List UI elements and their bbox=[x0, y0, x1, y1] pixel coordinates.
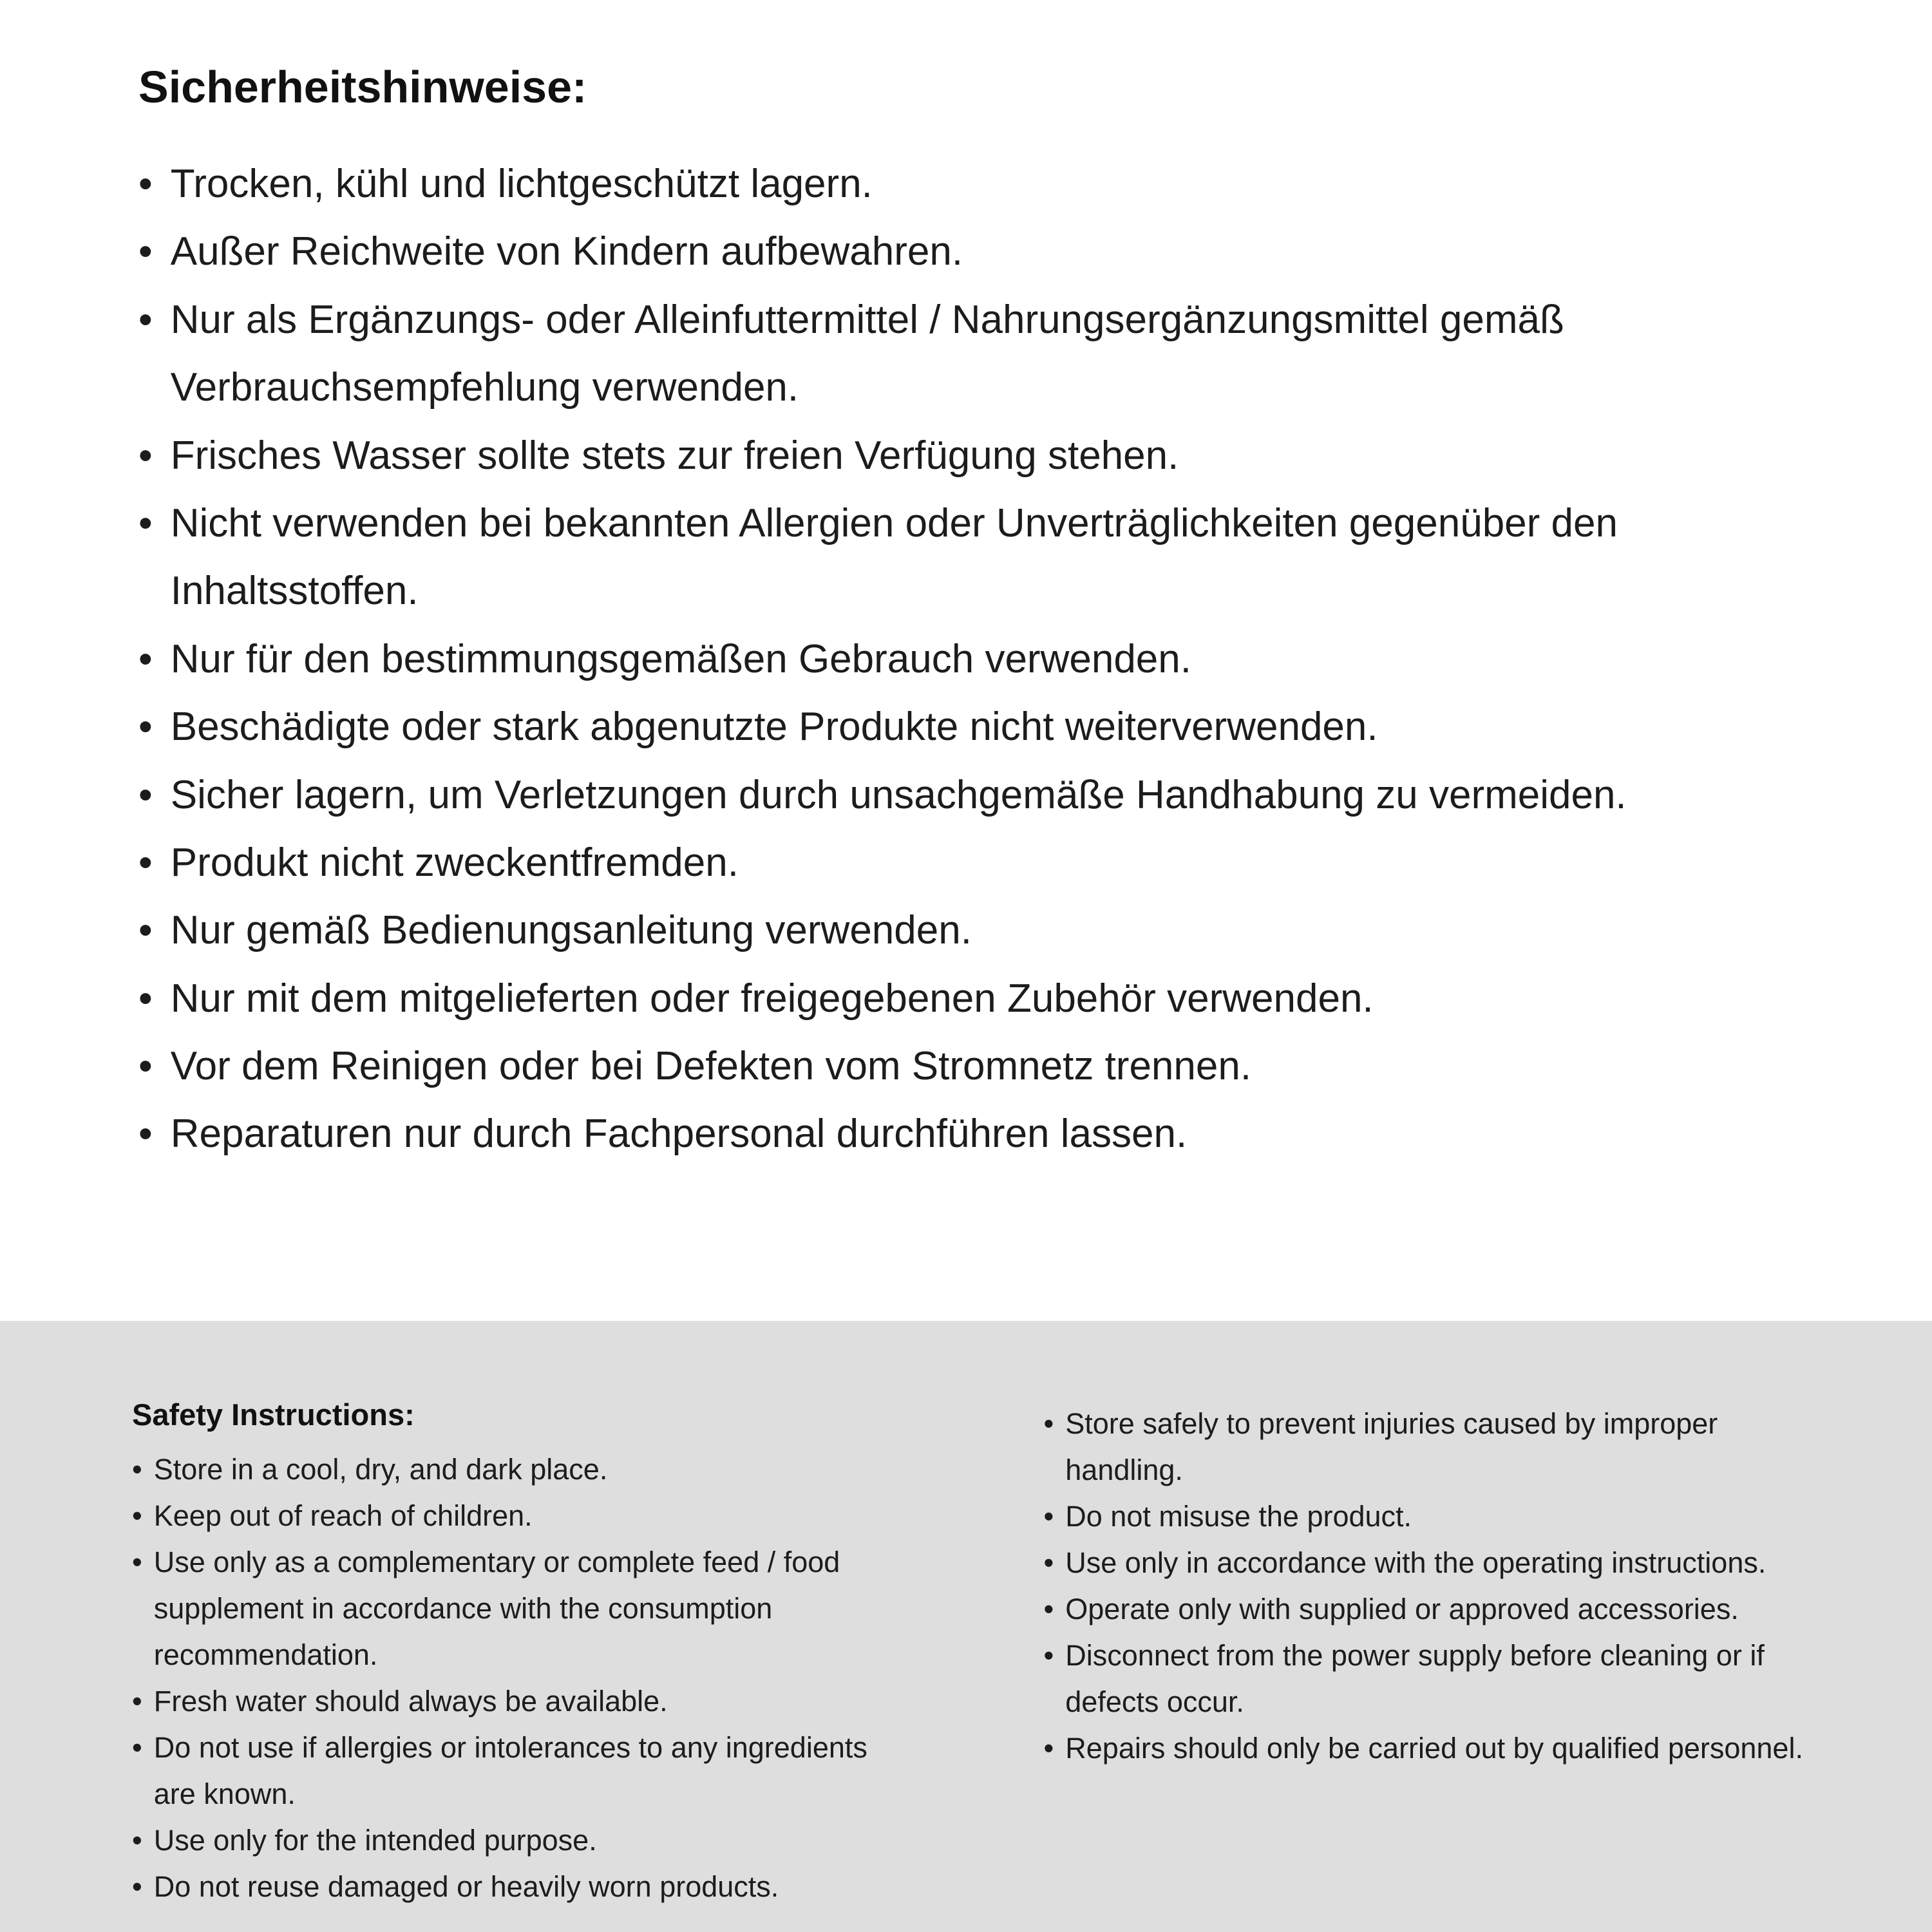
bullet-text: Store in a cool, dry, and dark place. bbox=[153, 1453, 608, 1486]
bullet-marker-icon: • bbox=[132, 1824, 142, 1857]
bullet-text: Store safely to prevent injuries caused by improper handling. bbox=[1065, 1407, 1718, 1486]
bullet-item bbox=[138, 761, 1829, 829]
bullet-marker-icon: • bbox=[132, 1731, 142, 1764]
bullet-text: Operate only with supplied or approved accessories. bbox=[1065, 1593, 1739, 1625]
bullet-marker-icon: • bbox=[132, 1870, 142, 1903]
bullet-item bbox=[138, 422, 1829, 489]
bullet-text: Außer Reichweite von Kindern aufbewahren. bbox=[170, 229, 963, 274]
bullet-text: Fresh water should always be available. bbox=[153, 1685, 668, 1718]
bullet-marker-icon: • bbox=[138, 500, 153, 545]
bullet-marker-icon: • bbox=[1043, 1732, 1054, 1765]
bullet-marker-icon: • bbox=[132, 1546, 142, 1578]
bullet-item bbox=[138, 150, 1829, 218]
bullet-item bbox=[138, 896, 1829, 964]
bullet-marker-icon: • bbox=[138, 1112, 153, 1157]
bullet-marker-icon: • bbox=[1043, 1500, 1054, 1533]
english-left-bullet-list bbox=[132, 1446, 931, 1910]
bullet-item bbox=[138, 965, 1829, 1032]
bullet-item bbox=[132, 1446, 931, 1493]
bullet-marker-icon: • bbox=[138, 705, 153, 750]
bullet-text: Nur mit dem mitgelieferten oder freigegebenen Zubehör verwenden. bbox=[170, 976, 1374, 1021]
english-right-bullet-list bbox=[1044, 1397, 1855, 1772]
bullet-marker-icon: • bbox=[132, 1453, 142, 1486]
bullet-item bbox=[138, 1100, 1829, 1168]
bullet-marker-icon: • bbox=[138, 1044, 153, 1089]
german-section-title: Sicherheitshinweise: bbox=[138, 62, 587, 112]
bullet-item bbox=[1044, 1586, 1855, 1633]
bullet-text: Trocken, kühl und lichtgeschützt lagern. bbox=[170, 162, 873, 206]
bullet-text: Do not misuse the product. bbox=[1065, 1500, 1412, 1533]
bullet-text: Nur als Ergänzungs- oder Alleinfuttermittel / Nahrungsergänzungsmittel gemäß Verbrauchsempfehlung verwenden. bbox=[170, 297, 1564, 410]
bullet-marker-icon: • bbox=[132, 1499, 142, 1532]
bullet-item bbox=[132, 1539, 931, 1678]
bullet-marker-icon: • bbox=[132, 1685, 142, 1718]
bullet-text: Use only in accordance with the operating instructions. bbox=[1065, 1546, 1766, 1579]
bullet-item bbox=[132, 1817, 931, 1864]
bullet-text: Sicher lagern, um Verletzungen durch unsachgemäße Handhabung zu vermeiden. bbox=[170, 772, 1627, 817]
bullet-text: Nur gemäß Bedienungsanleitung verwenden. bbox=[170, 908, 972, 953]
bullet-marker-icon: • bbox=[138, 908, 153, 953]
bullet-item bbox=[138, 218, 1829, 285]
bullet-marker-icon: • bbox=[1043, 1639, 1054, 1672]
bullet-marker-icon: • bbox=[138, 229, 153, 274]
bullet-marker-icon: • bbox=[138, 840, 153, 885]
bullet-text: Frisches Wasser sollte stets zur freien Verfügung stehen. bbox=[170, 433, 1179, 478]
bullet-text: Do not reuse damaged or heavily worn products. bbox=[153, 1870, 779, 1903]
bullet-item bbox=[1044, 1633, 1855, 1725]
bullet-text: Beschädigte oder stark abgenutzte Produkte nicht weiterverwenden. bbox=[170, 705, 1378, 750]
bullet-marker-icon: • bbox=[138, 433, 153, 478]
bullet-text: Vor dem Reinigen oder bei Defekten vom Stromnetz trennen. bbox=[170, 1044, 1252, 1089]
bullet-item bbox=[132, 1493, 931, 1539]
bullet-item bbox=[1044, 1401, 1855, 1493]
german-bullet-list bbox=[138, 150, 1829, 1168]
english-left-column bbox=[132, 1397, 931, 1932]
bullet-item bbox=[138, 489, 1829, 625]
bullet-item bbox=[132, 1678, 931, 1725]
english-safety-section bbox=[0, 1321, 1932, 1932]
bullet-text: Keep out of reach of children. bbox=[153, 1499, 533, 1532]
bullet-marker-icon: • bbox=[138, 976, 153, 1021]
bullet-marker-icon: • bbox=[138, 297, 153, 342]
bullet-text: Reparaturen nur durch Fachpersonal durchführen lassen. bbox=[170, 1112, 1188, 1157]
bullet-text: Produkt nicht zweckentfremden. bbox=[170, 840, 739, 885]
bullet-item bbox=[138, 693, 1829, 761]
bullet-item bbox=[1044, 1540, 1855, 1586]
bullet-text: Nicht verwenden bei bekannten Allergien oder Unverträglichkeiten gegenüber den Inhaltsstoffen. bbox=[170, 500, 1618, 614]
bullet-item bbox=[132, 1725, 931, 1817]
bullet-text: Nur für den bestimmungsgemäßen Gebrauch verwenden. bbox=[170, 636, 1191, 681]
bullet-marker-icon: • bbox=[1043, 1407, 1054, 1440]
bullet-marker-icon: • bbox=[138, 772, 153, 817]
english-right-column bbox=[1044, 1397, 1855, 1932]
bullet-item bbox=[132, 1864, 931, 1910]
bullet-item bbox=[138, 1032, 1829, 1100]
bullet-text: Do not use if allergies or intolerances to any ingredients are known. bbox=[153, 1731, 867, 1810]
bullet-marker-icon: • bbox=[138, 636, 153, 681]
bullet-text: Use only for the intended purpose. bbox=[153, 1824, 597, 1857]
bullet-marker-icon: • bbox=[1043, 1593, 1054, 1625]
bullet-item bbox=[138, 829, 1829, 896]
bullet-marker-icon: • bbox=[1043, 1546, 1054, 1579]
bullet-text: Disconnect from the power supply before cleaning or if defects occur. bbox=[1065, 1639, 1765, 1718]
bullet-item bbox=[138, 625, 1829, 693]
bullet-text: Use only as a complementary or complete feed / food supplement in accordance with the consumption recommendation. bbox=[153, 1546, 840, 1671]
bullet-text: Repairs should only be carried out by qualified personnel. bbox=[1065, 1732, 1803, 1765]
bullet-item bbox=[1044, 1725, 1855, 1772]
bullet-item bbox=[1044, 1493, 1855, 1540]
bullet-marker-icon: • bbox=[138, 162, 153, 206]
english-section-title: Safety Instructions: bbox=[132, 1397, 415, 1432]
bullet-item bbox=[138, 286, 1829, 422]
